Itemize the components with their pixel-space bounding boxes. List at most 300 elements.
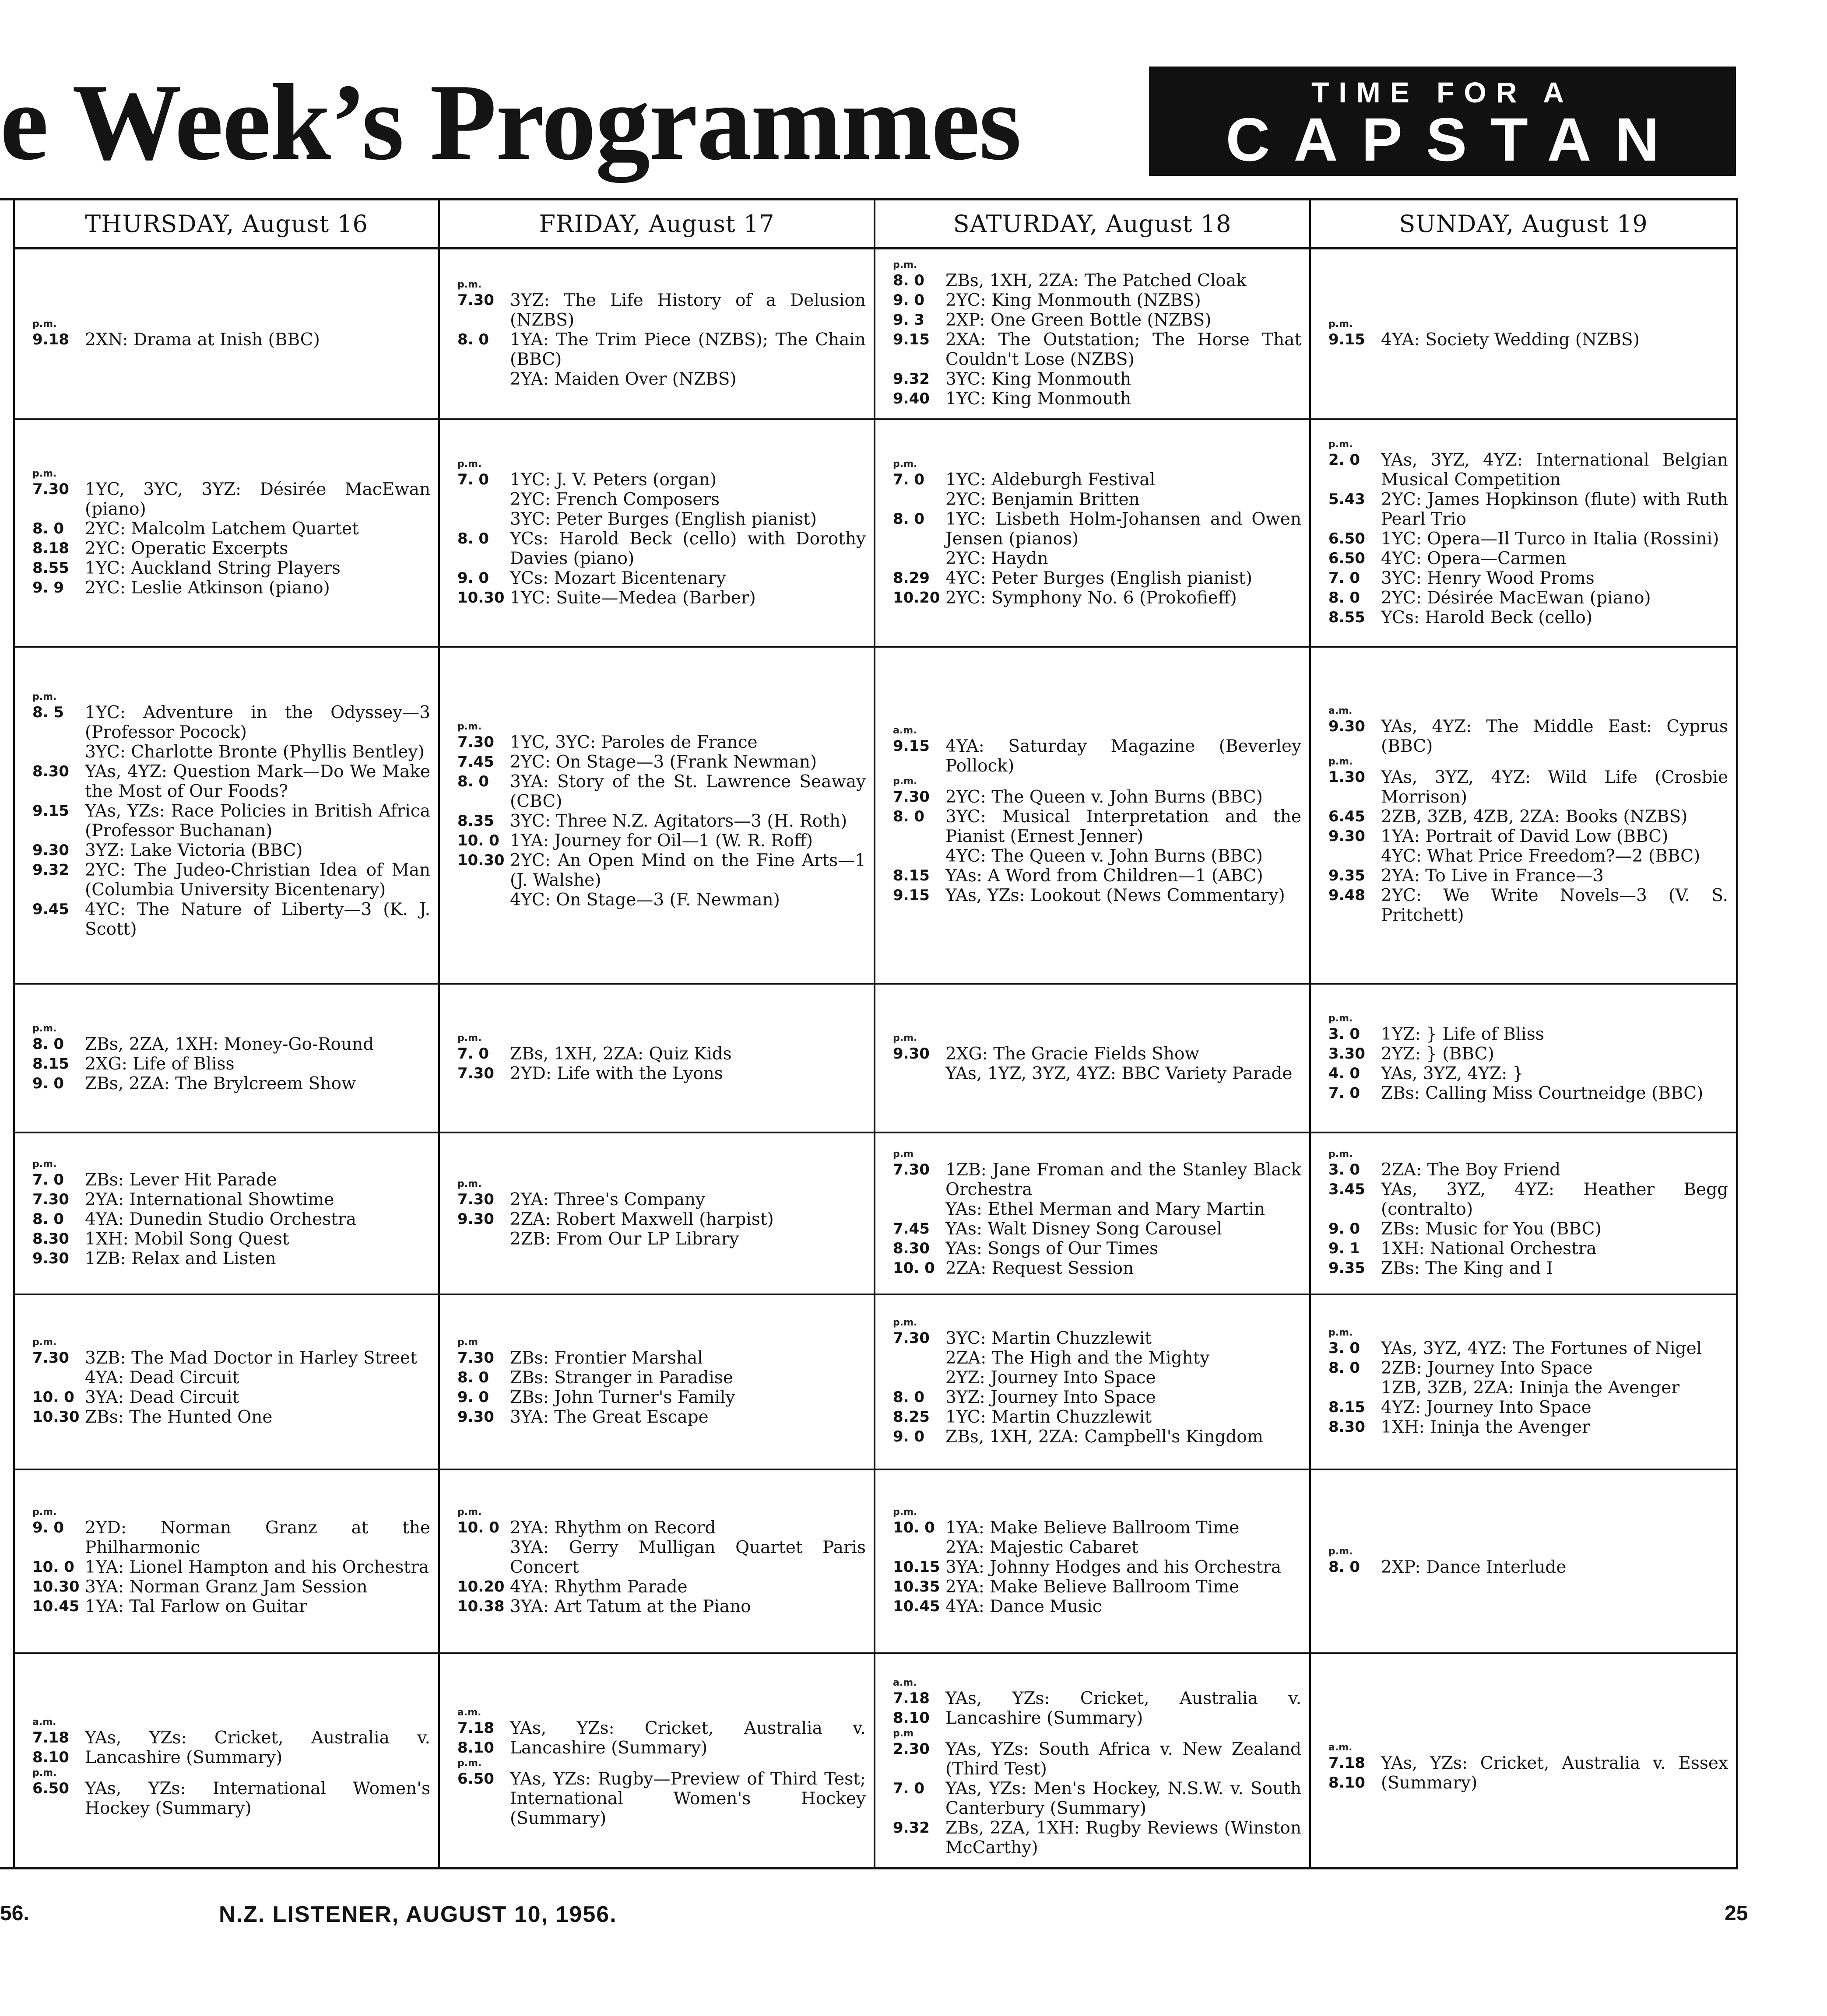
entry-text: 2YD: Life with the Lyons <box>510 1064 723 1083</box>
entry-text: ZBs, 1XH, 2ZA: The Patched Cloak <box>945 270 1247 291</box>
day-column <box>875 200 1311 1867</box>
entry-text: 2ZA: Robert Maxwell (harpist) <box>510 1209 774 1229</box>
entry-time: 7.18 8.10 <box>32 1729 69 1766</box>
entry-text: 2YC: Haydn <box>945 548 1048 568</box>
entry-text: 1ZB: Relax and Listen <box>85 1248 276 1269</box>
am-pm-label: a.m. <box>1328 1742 1353 1753</box>
entry-text: 2XG: The Gracie Fields Show <box>945 1044 1199 1064</box>
entry-text: YAs, YZs: Lookout (News Commentary) <box>945 886 1285 905</box>
entry-text: 4YC: On Stage—3 (F. Newman) <box>510 890 780 910</box>
programme-entry <box>1328 1339 1728 1358</box>
programme-entry <box>893 330 1301 369</box>
entry-text: 2XA: The Outstation; The Horse That Couldn't Lose (NZBS) <box>945 330 1301 369</box>
entry-time: 9. 3 <box>893 311 925 329</box>
entry-text: 2ZA: Request Session <box>945 1259 1134 1278</box>
entry-time: 8. 0 <box>893 1388 925 1406</box>
programme-entry <box>1328 768 1728 807</box>
entry-text: 2YC: James Hopkinson (flute) with Ruth Pearl Trio <box>1381 489 1728 529</box>
programme-entry <box>1328 1044 1728 1064</box>
programme-cell <box>1311 249 1736 420</box>
programme-entry <box>1328 1378 1728 1398</box>
programme-cell <box>1311 985 1736 1133</box>
programme-entry <box>893 1739 1301 1779</box>
programme-entry <box>893 1407 1301 1427</box>
programme-entry <box>457 1229 866 1249</box>
am-pm-label: p.m. <box>32 318 57 330</box>
entry-text: 2XN: Drama at Inish (BBC) <box>85 330 320 350</box>
am-pm-label: a.m. <box>893 725 917 736</box>
entry-text: 2YC: King Monmouth (NZBS) <box>945 290 1201 310</box>
day-header: SATURDAY, August 18 <box>875 200 1309 249</box>
programme-entry <box>457 1407 866 1427</box>
am-pm-label: p.m. <box>457 1506 482 1518</box>
entry-text: 4YA: Rhythm Parade <box>510 1577 688 1597</box>
programme-entry <box>457 1348 866 1368</box>
entry-time: 3.45 <box>1328 1181 1365 1198</box>
programme-cell <box>875 1470 1309 1654</box>
entry-time: 8.55 <box>32 559 69 577</box>
programme-entry <box>457 1538 866 1577</box>
programme-entry <box>32 1407 430 1427</box>
entry-time: 5.43 <box>1328 490 1365 508</box>
programme-entry <box>32 1249 430 1269</box>
programme-entry <box>457 490 866 509</box>
entry-text: 1YC: Martin Chuzzlewit <box>945 1407 1152 1427</box>
programme-entry <box>1328 588 1728 608</box>
programme-entry <box>32 539 430 558</box>
programme-entry <box>32 1388 430 1407</box>
entry-text: 2YC: Benjamin Britten <box>945 489 1140 509</box>
programme-entry <box>893 271 1301 291</box>
entry-time: 9. 0 <box>893 291 925 309</box>
programme-entry <box>457 733 866 752</box>
entry-time: 9.35 <box>1328 1259 1365 1277</box>
entry-text: YAs, 3YZ, 4YZ: } <box>1381 1064 1524 1083</box>
entry-text: 3YA: The Great Escape <box>510 1407 709 1427</box>
entry-time: 8. 5 <box>32 704 64 721</box>
entry-text: 2YC: The Queen v. John Burns (BBC) <box>945 787 1263 807</box>
entry-time: 10.20 <box>457 1578 505 1595</box>
programme-cell <box>440 985 874 1133</box>
am-pm-label: p.m. <box>32 1023 57 1034</box>
programme-entry <box>32 841 430 860</box>
entry-time: 7.30 <box>457 1349 494 1367</box>
entry-time: 8.15 <box>1328 1398 1365 1416</box>
entry-text: 4YC: Peter Burges (English pianist) <box>945 568 1252 588</box>
entry-time: 9.32 <box>893 1819 930 1837</box>
entry-time: 9. 0 <box>893 1428 925 1445</box>
entry-text: 1YA: The Trim Piece (NZBS); The Chain (BBC) <box>510 330 866 369</box>
entry-time: 9.15 <box>893 887 930 904</box>
programme-entry <box>32 1518 430 1557</box>
entry-time: 9. 0 <box>32 1074 64 1092</box>
am-pm-label: p.m. <box>1328 1546 1353 1557</box>
entry-time: 9.30 <box>457 1210 494 1228</box>
programme-entry <box>893 1388 1301 1407</box>
entry-text: 2YC: We Write Novels—3 (V. S. Pritchett) <box>1381 886 1728 925</box>
entry-text: YCs: Harold Beck (cello) <box>1381 607 1593 628</box>
programme-cell <box>875 420 1309 648</box>
programme-entry <box>893 866 1301 886</box>
programme-entry <box>893 1219 1301 1239</box>
entry-time: 9. 0 <box>32 1518 64 1536</box>
entry-text: 3YA: Dead Circuit <box>85 1388 239 1407</box>
entry-time: 9. 1 <box>1328 1240 1360 1257</box>
entry-time: 10.20 <box>893 589 940 607</box>
programme-entry <box>893 1368 1301 1388</box>
entry-text: YAs, YZs: Cricket, Australia v. Lancashire (Summary) <box>945 1689 1301 1728</box>
entry-text: 3YA: Story of the St. Lawrence Seaway (CBC) <box>510 771 866 811</box>
entry-text: 1YA: Tal Farlow on Guitar <box>85 1596 307 1616</box>
entry-time: 9. 9 <box>32 579 64 596</box>
programme-entry <box>457 568 866 588</box>
programme-entry <box>893 736 1301 776</box>
programme-cell <box>440 420 874 648</box>
entry-time: 9.15 <box>1328 330 1365 348</box>
entry-time: 7.30 <box>32 1349 69 1367</box>
am-pm-label: p.m. <box>457 721 482 732</box>
programme-entry <box>32 762 430 801</box>
entry-text: 4YA: Dead Circuit <box>85 1368 239 1388</box>
programme-entry <box>457 831 866 851</box>
programme-cell <box>1311 420 1736 648</box>
programme-entry <box>893 886 1301 905</box>
entry-time: 7.30 <box>457 1065 494 1082</box>
programme-cell <box>15 985 438 1133</box>
programme-entry <box>893 568 1301 588</box>
entry-time: 7.30 <box>32 480 69 498</box>
entry-time: 9. 0 <box>457 1388 489 1406</box>
programme-entry <box>893 509 1301 549</box>
entry-time: 10. 0 <box>457 1518 499 1536</box>
page-number: 25 <box>1725 1902 1748 1925</box>
programme-entry <box>457 588 866 608</box>
programme-cell <box>440 1295 874 1470</box>
entry-time: 3.30 <box>1328 1045 1365 1062</box>
day-header: THURSDAY, August 16 <box>15 200 438 249</box>
entry-time: 10.45 <box>893 1597 940 1615</box>
entry-text: 2ZB: Journey Into Space <box>1381 1358 1593 1378</box>
programme-entry <box>32 578 430 598</box>
programme-entry <box>893 1689 1301 1728</box>
footer-publication: N.Z. LISTENER, AUGUST 10, 1956. <box>219 1902 617 1927</box>
entry-text: YAs, 1YZ, 3YZ, 4YZ: BBC Variety Parade <box>945 1064 1293 1083</box>
programme-entry <box>893 1239 1301 1259</box>
entry-text: 2YZ: Journey Into Space <box>945 1368 1156 1388</box>
entry-text: 1ZB: Jane Froman and the Stanley Black Orchestra <box>945 1160 1301 1199</box>
programme-entry <box>457 509 866 529</box>
entry-text: 2YC: Malcolm Latchem Quartet <box>85 519 359 539</box>
entry-text: 3YC: Martin Chuzzlewit <box>945 1329 1152 1348</box>
entry-time: 7.18 8.10 <box>1328 1754 1365 1792</box>
am-pm-label: p.m. <box>32 468 57 479</box>
entry-time: 9.15 <box>893 737 930 755</box>
entry-time: 8. 0 <box>893 510 925 528</box>
programme-entry <box>1328 1160 1728 1180</box>
programme-cell <box>1311 1654 1736 1881</box>
entry-text: ZBs: John Turner's Family <box>510 1388 735 1407</box>
entry-time: 10.45 <box>32 1597 80 1615</box>
entry-time: 10. 0 <box>893 1518 935 1536</box>
entry-text: YAs, 3YZ, 4YZ: The Fortunes of Nigel <box>1381 1338 1702 1358</box>
programme-entry <box>893 1518 1301 1538</box>
programme-entry <box>1328 450 1728 490</box>
am-pm-label: p.m. <box>893 776 917 787</box>
programme-entry <box>893 1259 1301 1278</box>
entry-text: YCs: Harold Beck (cello) with Dorothy Davies (piano) <box>510 529 866 568</box>
am-pm-label: a.m. <box>1328 705 1353 716</box>
programme-entry <box>1328 330 1728 350</box>
entry-text: 2YA: Rhythm on Record <box>510 1518 716 1538</box>
entry-time: 9.40 <box>893 389 930 407</box>
programme-entry <box>1328 807 1728 827</box>
entry-text: 2YC: Leslie Atkinson (piano) <box>85 578 330 598</box>
entry-time: 6.50 <box>32 1780 69 1797</box>
entry-text: 4YC: The Nature of Liberty—3 (K. J. Scott) <box>85 900 430 939</box>
programme-entry <box>893 1557 1301 1577</box>
programme-cell <box>15 648 438 985</box>
entry-text: 4YZ: Journey Into Space <box>1381 1397 1592 1417</box>
entry-text: 3YC: Charlotte Bronte (Phyllis Bentley) <box>85 742 425 762</box>
am-pm-label: p.m. <box>1328 438 1353 450</box>
entry-time: 7. 0 <box>457 470 489 488</box>
day-column <box>13 200 440 1867</box>
entry-text: 2YA: Maiden Over (NZBS) <box>510 369 737 389</box>
entry-time: 8. 0 <box>457 1369 489 1386</box>
programme-entry <box>893 1818 1301 1858</box>
entry-text: ZBs: Lever Hit Parade <box>85 1170 277 1190</box>
entry-text: 2YA: To Live in France—3 <box>1381 866 1604 886</box>
entry-text: 2YC: Désirée MacEwan (piano) <box>1381 588 1651 608</box>
entry-text: ZBs: The Hunted One <box>85 1407 273 1427</box>
programme-entry <box>1328 549 1728 568</box>
programme-entry <box>457 1769 866 1828</box>
programme-entry <box>893 1348 1301 1368</box>
entry-time: 9.30 <box>893 1045 930 1062</box>
entry-time: 7.30 <box>457 291 494 309</box>
entry-text: 3YA: Norman Granz Jam Session <box>85 1577 368 1597</box>
entry-text: 4YC: What Price Freedom?—2 (BBC) <box>1381 846 1701 866</box>
programme-entry <box>457 1388 866 1407</box>
entry-time: 6.50 <box>457 1770 494 1788</box>
entry-text: 1YA: Lionel Hampton and his Orchestra <box>85 1557 429 1577</box>
entry-time: 9.32 <box>32 861 69 879</box>
entry-text: 3YC: Peter Burges (English pianist) <box>510 509 817 529</box>
entry-time: 8. 0 <box>1328 1558 1360 1576</box>
programme-grid <box>0 198 1738 1869</box>
entry-time: 10.15 <box>893 1558 940 1576</box>
entry-time: 8.30 <box>32 763 69 780</box>
entry-time: 4. 0 <box>1328 1065 1360 1082</box>
programme-entry <box>32 900 430 939</box>
entry-text: 1YA: Journey for Oil—1 (W. R. Roff) <box>510 831 813 851</box>
entry-time: 3. 0 <box>1328 1025 1360 1043</box>
programme-cell <box>440 1133 874 1295</box>
programme-entry <box>893 1427 1301 1447</box>
programme-entry <box>1328 1219 1728 1239</box>
entry-text: 2YA: Majestic Cabaret <box>945 1537 1138 1557</box>
programme-entry <box>893 1597 1301 1616</box>
entry-text: 4YA: Dance Music <box>945 1596 1102 1616</box>
programme-entry <box>457 1190 866 1210</box>
am-pm-label: p.m. <box>457 1178 482 1189</box>
entry-time: 9. 0 <box>1328 1220 1360 1238</box>
entry-text: YAs, YZs: Men's Hockey, N.S.W. v. South Canterbury (Summary) <box>945 1779 1301 1818</box>
page-footer <box>0 1901 1827 1936</box>
programme-cell <box>440 249 874 420</box>
programme-cell <box>440 1470 874 1654</box>
entry-text: ZBs: The King and I <box>1381 1259 1553 1278</box>
programme-entry <box>1328 827 1728 846</box>
entry-text: YAs, YZs: Cricket, Australia v. Lancashire (Summary) <box>510 1718 866 1758</box>
am-pm-label: p.m. <box>893 1317 917 1328</box>
entry-text: YAs, 4YZ: The Middle East: Cyprus (BBC) <box>1381 717 1728 756</box>
entry-text: 2YA: Three's Company <box>510 1189 705 1210</box>
entry-time: 8.18 <box>32 540 69 557</box>
entry-text: 3YZ: The Life History of a Delusion (NZBS) <box>510 290 866 330</box>
programme-cell <box>15 1295 438 1470</box>
programme-entry <box>893 310 1301 330</box>
entry-time: 8.25 <box>893 1408 930 1426</box>
entry-text: YAs: Songs of Our Times <box>945 1239 1159 1259</box>
day-header: FRIDAY, August 17 <box>440 200 874 249</box>
entry-time: 9.32 <box>893 370 930 388</box>
am-pm-label: p.m. <box>457 1033 482 1044</box>
entry-text: YAs, YZs: South Africa v. New Zealand (Third Test) <box>945 1739 1301 1779</box>
entry-text: 1YA: Portrait of David Low (BBC) <box>1381 827 1669 846</box>
am-pm-label: p.m. <box>1328 318 1353 330</box>
programme-entry <box>32 1190 430 1210</box>
programme-entry <box>1328 1398 1728 1417</box>
day-header: SUNDAY, August 19 <box>1311 200 1736 249</box>
programme-entry <box>457 1718 866 1758</box>
entry-time: 8. 0 <box>893 271 925 289</box>
entry-text: 1YC, 3YC: Paroles de France <box>510 732 758 752</box>
entry-time: 9.30 <box>1328 718 1365 735</box>
entry-text: YAs, YZs: International Women's Hockey (Summary) <box>85 1779 430 1818</box>
entry-text: 1ZB, 3ZB, 2ZA: Ininja the Avenger <box>1381 1378 1679 1398</box>
entry-text: 4YC: Opera—Carmen <box>1381 548 1567 568</box>
entry-time: 9.30 <box>457 1408 494 1426</box>
programme-entry <box>32 1034 430 1054</box>
programme-entry <box>1328 886 1728 925</box>
entry-time: 9.48 <box>1328 887 1365 904</box>
programme-entry <box>1328 568 1728 588</box>
programme-cell <box>15 249 438 420</box>
programme-entry <box>1328 1239 1728 1259</box>
entry-time: 2. 0 <box>1328 451 1360 469</box>
programme-cell <box>875 249 1309 420</box>
programme-entry <box>457 369 866 389</box>
programme-entry <box>1328 1180 1728 1219</box>
entry-text: 1YC, 3YC, 3YZ: Désirée MacEwan (piano) <box>85 480 430 519</box>
entry-text: 2YC: On Stage—3 (Frank Newman) <box>510 752 817 772</box>
am-pm-label: p.m. <box>1328 1149 1353 1160</box>
am-pm-label: p.m. <box>1328 1327 1353 1338</box>
am-pm-label: p.m. <box>457 1757 482 1769</box>
entry-text: ZBs: Stranger in Paradise <box>510 1368 733 1388</box>
programme-entry <box>1328 1064 1728 1083</box>
entry-time: 10. 0 <box>457 831 499 849</box>
entry-text: 3ZB: The Mad Doctor in Harley Street <box>85 1348 417 1368</box>
entry-text: 3YC: Musical Interpretation and the Pianist (Ernest Jenner) <box>945 807 1301 846</box>
entry-text: 2YD: Norman Granz at the Philharmonic <box>85 1518 430 1557</box>
entry-text: 3YC: Three N.Z. Agitators—3 (H. Roth) <box>510 811 847 831</box>
programme-entry <box>893 1779 1301 1818</box>
entry-time: 7. 0 <box>1328 1084 1360 1102</box>
programme-entry <box>1328 1083 1728 1103</box>
entry-text: 2ZB, 3ZB, 4ZB, 2ZA: Books (NZBS) <box>1381 807 1688 827</box>
am-pm-label: p.m. <box>893 1506 917 1518</box>
programme-entry <box>32 860 430 900</box>
entry-time: 7.18 8.10 <box>893 1690 930 1727</box>
entry-text: 1XH: Ininja the Avenger <box>1381 1417 1590 1437</box>
entry-text: ZBs, 2ZA, 1XH: Money-Go-Round <box>85 1034 374 1054</box>
programme-entry <box>893 787 1301 807</box>
entry-time: 9.35 <box>1328 867 1365 884</box>
entry-text: 2YC: Operatic Excerpts <box>85 539 288 558</box>
am-pm-label: p.m. <box>32 1158 57 1170</box>
programme-entry <box>1328 490 1728 529</box>
programme-entry <box>1328 1259 1728 1278</box>
programme-cell <box>875 1654 1309 1881</box>
programme-entry <box>457 330 866 369</box>
advert-tagline: TIME FOR A <box>1311 76 1574 109</box>
entry-text: 1YZ: } Life of Bliss <box>1381 1024 1544 1044</box>
programme-entry <box>1328 1753 1728 1793</box>
entry-time: 7.30 <box>457 1190 494 1208</box>
am-pm-label: p.m. <box>893 458 917 470</box>
programme-entry <box>893 291 1301 310</box>
am-pm-label: p.m <box>457 1337 478 1348</box>
programme-entry <box>457 291 866 330</box>
programme-cell <box>875 985 1309 1133</box>
entry-time: 8.30 <box>1328 1418 1365 1436</box>
entry-time: 8. 0 <box>457 772 489 790</box>
entry-text: 2YC: Symphony No. 6 (Prokofieff) <box>945 588 1237 608</box>
entry-time: 8. 0 <box>32 1210 64 1228</box>
entry-text: YAs, YZs: Race Policies in British Africa (Professor Buchanan) <box>85 801 430 841</box>
entry-time: 8.55 <box>1328 608 1365 626</box>
entry-time: 7.45 <box>893 1220 930 1238</box>
entry-time: 7.45 <box>457 753 494 771</box>
entry-time: 8. 0 <box>32 1035 64 1053</box>
entry-time: 8. 0 <box>457 330 489 348</box>
entry-time: 10.30 <box>32 1578 80 1595</box>
programme-entry <box>32 1728 430 1767</box>
entry-text: YCs: Mozart Bicentenary <box>510 568 726 588</box>
entry-text: 1XH: National Orchestra <box>1381 1239 1597 1259</box>
day-column <box>440 200 875 1867</box>
entry-text: 4YC: The Queen v. John Burns (BBC) <box>945 846 1263 866</box>
programme-entry <box>32 1054 430 1074</box>
entry-time: 9.15 <box>32 802 69 820</box>
entry-time: 10.30 <box>32 1408 80 1426</box>
programme-entry <box>457 752 866 772</box>
entry-text: 2ZB: From Our LP Library <box>510 1229 739 1249</box>
entry-time: 9.30 <box>1328 827 1365 845</box>
programme-entry <box>893 588 1301 608</box>
am-pm-label: p.m. <box>893 1033 917 1044</box>
entry-time: 10.30 <box>457 589 505 607</box>
entry-text: 2YC: The Judeo-Christian Idea of Man (Columbia University Bicentenary) <box>85 860 430 900</box>
entry-time: 3. 0 <box>1328 1339 1360 1357</box>
programme-cell <box>1311 648 1736 985</box>
entry-time: 8. 0 <box>893 808 925 825</box>
entry-time: 8. 0 <box>32 520 64 537</box>
entry-time: 9.45 <box>32 901 69 918</box>
programme-entry <box>32 1170 430 1190</box>
